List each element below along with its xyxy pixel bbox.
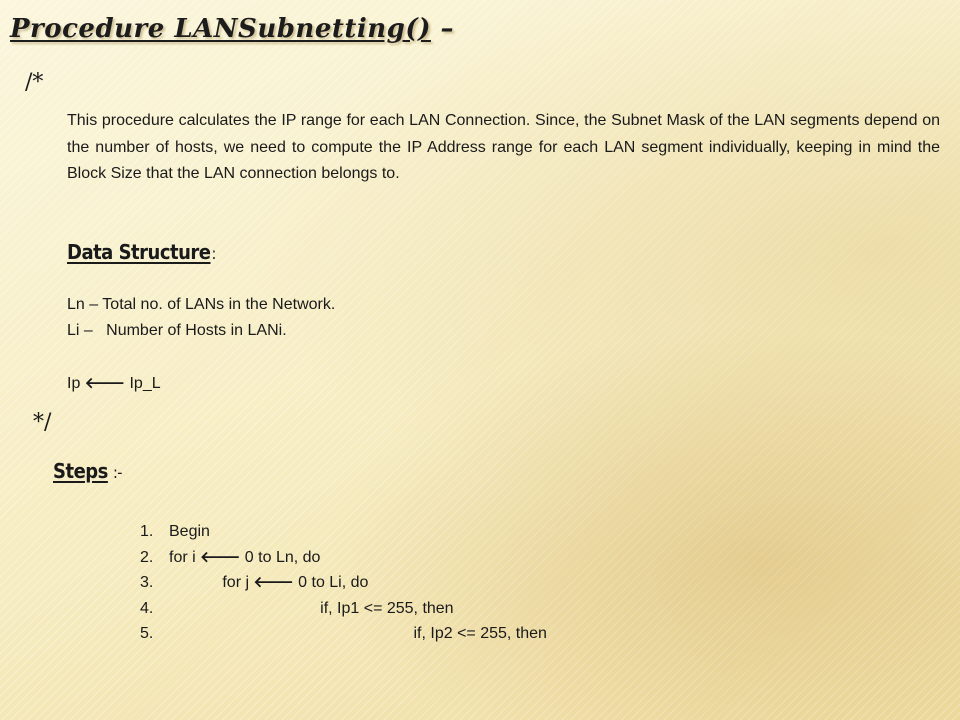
step-number: 3. xyxy=(140,574,154,591)
ip-assignment-left: Ip xyxy=(67,375,81,392)
step-item xyxy=(140,570,547,596)
step-number: 4. xyxy=(140,599,154,617)
ln-definition: Ln – Total no. of LANs in the Network. xyxy=(67,296,336,313)
step-text: if, Ip2 <= 255, then xyxy=(169,625,547,642)
step-text-after: 0 to Li, do xyxy=(293,574,369,591)
steps-heading-suffix: :- xyxy=(108,463,122,482)
left-arrow-icon: 🡐 xyxy=(253,573,294,591)
step-text: for j xyxy=(169,574,254,591)
procedure-name: Procedure LANSubnetting() xyxy=(10,14,431,44)
slide-title xyxy=(10,14,454,44)
step-text-after: 0 to Ln, do xyxy=(240,548,321,566)
step-number: 1. xyxy=(140,523,154,540)
ip-assignment-right: Ip_L xyxy=(129,375,161,392)
steps-heading xyxy=(53,459,122,483)
steps-heading-text: Steps xyxy=(53,459,108,483)
comment-open: /* xyxy=(25,70,44,95)
step-item xyxy=(140,545,547,571)
step-number: 5. xyxy=(140,625,154,642)
ip-assignment xyxy=(67,373,161,393)
step-number: 2. xyxy=(140,548,154,566)
li-definition: Li – Number of Hosts in LANi. xyxy=(67,322,287,339)
data-structure-heading-colon: : xyxy=(211,244,216,263)
step-item xyxy=(140,519,547,545)
description-paragraph: This procedure calculates the IP range for each LAN Connection. Since, the Subnet Mask of the LAN segments depend on the number of hosts, we need to compute the IP Address range for each LAN segment individually, keeping in mind the Block Size that the LAN connection belongs to. xyxy=(67,112,940,182)
step-text: Begin xyxy=(169,523,210,540)
step-item xyxy=(140,621,547,647)
step-text: if, Ip1 <= 255, then xyxy=(169,599,454,617)
steps-list xyxy=(140,519,547,647)
left-arrow-icon: 🡐 xyxy=(84,374,126,392)
step-item xyxy=(140,596,547,622)
title-dash: – xyxy=(430,14,455,44)
comment-close: */ xyxy=(33,410,52,435)
data-structure-heading-text: Data Structure xyxy=(67,240,211,264)
step-text: for i xyxy=(169,548,201,566)
left-arrow-icon: 🡐 xyxy=(200,547,241,566)
data-structure-heading xyxy=(67,240,216,264)
